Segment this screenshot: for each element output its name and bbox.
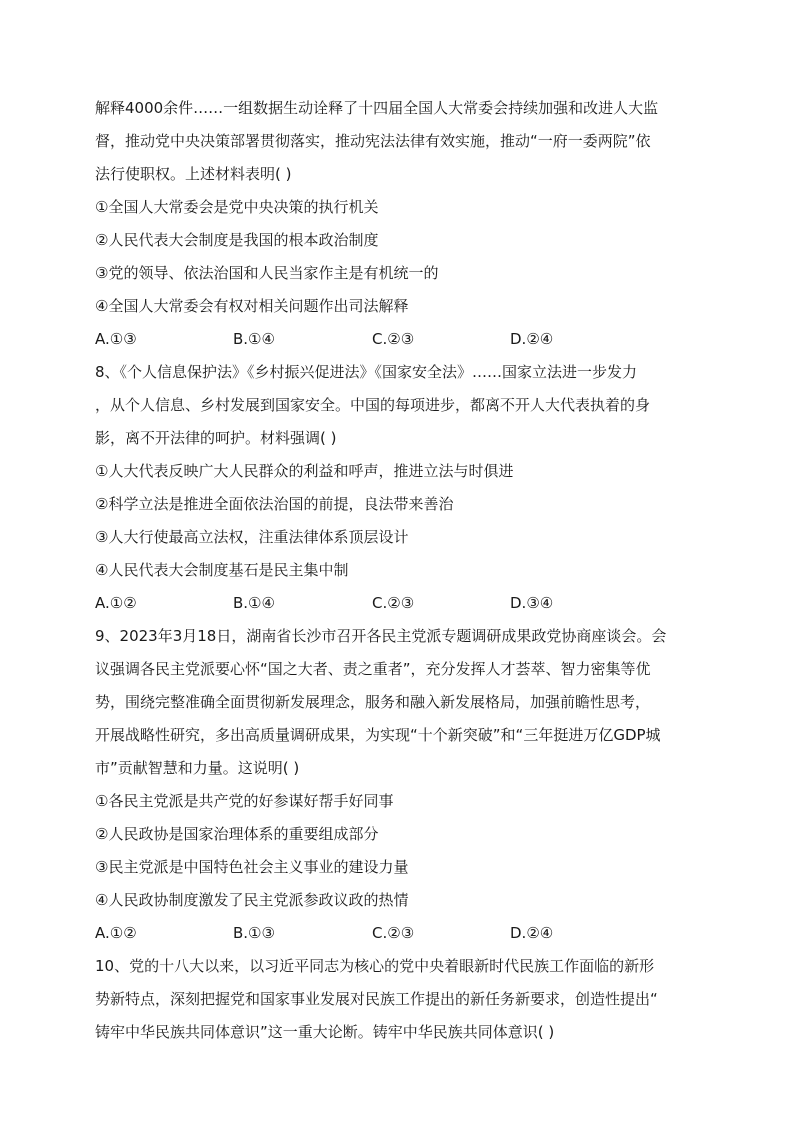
question-7-statement-4: ④全国人大常委会有权对相关问题作出司法解释 — [95, 297, 409, 315]
question-10 — [95, 950, 703, 1049]
question-7-stem-line: 解释4000余件……一组数据生动诠释了十四届全国人大常委会持续加强和改进人大监 — [95, 99, 659, 117]
option-c: C.②③ — [372, 330, 415, 348]
question-10-stem-line: 势新特点，深刻把握党和国家事业发展对民族工作提出的新任务新要求，创造性提出“ — [95, 990, 658, 1008]
question-8-statement-3: ③人大行使最高立法权，注重法律体系顶层设计 — [95, 528, 409, 546]
question-7-statement-3: ③党的领导、依法治国和人民当家作主是有机统一的 — [95, 264, 439, 282]
question-8-statement-2: ②科学立法是推进全面依法治国的前提，良法带来善治 — [95, 495, 454, 513]
option-a: A.①② — [95, 594, 137, 612]
option-b: B.①③ — [233, 924, 275, 942]
question-8-stem-line: 影，离不开法律的呵护。材料强调( ) — [95, 429, 337, 447]
question-9-statement-3: ③民主党派是中国特色社会主义事业的建设力量 — [95, 858, 409, 876]
question-7-statement-1: ①全国人大常委会是党中央决策的执行机关 — [95, 198, 379, 216]
option-d: D.②④ — [510, 924, 554, 942]
option-b: B.①④ — [233, 330, 275, 348]
question-9-stem-line: 开展战略性研究，多出高质量调研成果，为实现“十个新突破”和“三年挺进万亿GDP城 — [95, 726, 661, 744]
option-a: A.①② — [95, 924, 137, 942]
question-9-stem-line: 市”贡献智慧和力量。这说明( ) — [95, 759, 300, 777]
question-7-statement-2: ②人民代表大会制度是我国的根本政治制度 — [95, 231, 379, 249]
question-7-stem-line: 法行使职权。上述材料表明( ) — [95, 165, 292, 183]
option-c: C.②③ — [372, 594, 415, 612]
question-10-stem-line: 10、党的十八大以来，以习近平同志为核心的党中央着眼新时代民族工作面临的新形 — [95, 957, 655, 975]
question-9-stem-line: 9、2023年3月18日，湖南省长沙市召开各民主党派专题调研成果政党协商座谈会。会 — [95, 627, 667, 645]
question-8-stem-line: ，从个人信息、乡村发展到国家安全。中国的每项进步，都离不开人大代表执着的身 — [95, 396, 651, 414]
question-9-statement-4: ④人民政协制度激发了民主党派参政议政的热情 — [95, 891, 409, 909]
option-d: D.③④ — [510, 594, 554, 612]
question-7 — [95, 92, 703, 356]
question-9-statement-2: ②人民政协是国家治理体系的重要组成部分 — [95, 825, 379, 843]
option-a: A.①③ — [95, 330, 137, 348]
question-9-options — [95, 917, 703, 950]
question-8-statement-4: ④人民代表大会制度基石是民主集中制 — [95, 561, 349, 579]
option-c: C.②③ — [372, 924, 415, 942]
question-7-options — [95, 323, 703, 356]
question-7-stem-line: 督，推动党中央决策部署贯彻落实，推动宪法法律有效实施，推动“一府一委两院”依 — [95, 132, 651, 150]
option-d: D.②④ — [510, 330, 554, 348]
question-content — [95, 92, 703, 1049]
question-9 — [95, 620, 703, 950]
question-10-stem-line: 铸牢中华民族共同体意识”这一重大论断。铸牢中华民族共同体意识( ) — [95, 1023, 555, 1041]
question-8 — [95, 356, 703, 620]
question-9-stem-line: 势，围绕完整准确全面贯彻新发展理念，服务和融入新发展格局，加强前瞻性思考， — [95, 693, 651, 711]
option-b: B.①④ — [233, 594, 275, 612]
question-9-stem-line: 议强调各民主党派要心怀“国之大者、责之重者”，充分发挥人才荟萃、智力密集等优 — [95, 660, 651, 678]
question-8-stem-line: 8、《个人信息保护法》《乡村振兴促进法》《国家安全法》……国家立法进一步发力 — [95, 363, 638, 381]
question-8-options — [95, 587, 703, 620]
question-9-statement-1: ①各民主党派是共产党的好参谋好帮手好同事 — [95, 792, 394, 810]
question-8-statement-1: ①人大代表反映广大人民群众的利益和呼声，推进立法与时俱进 — [95, 462, 514, 480]
